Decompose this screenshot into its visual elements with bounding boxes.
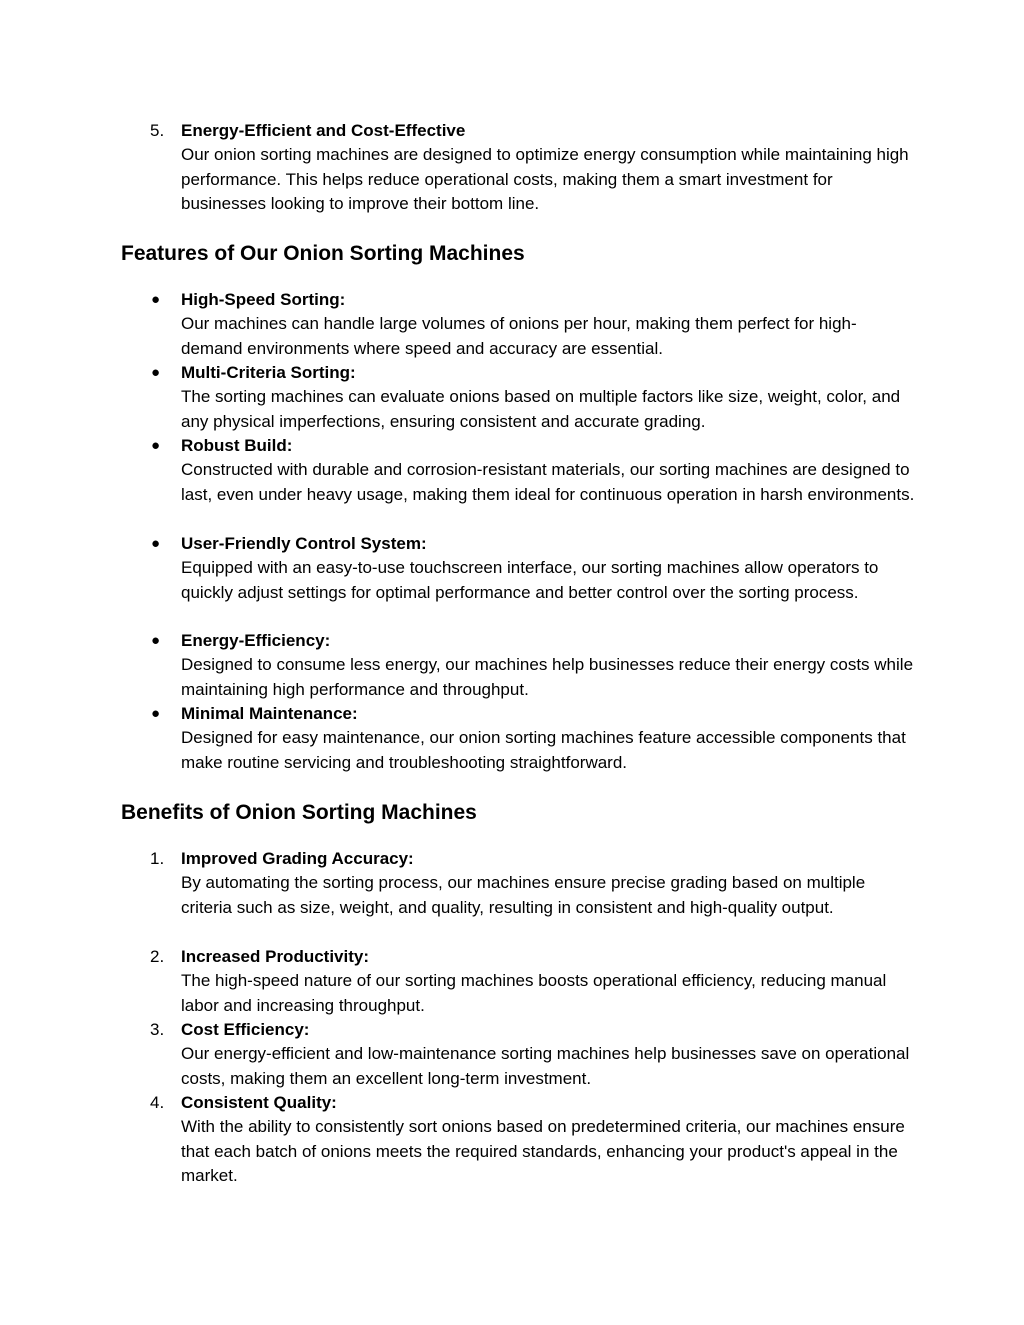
list-item-title: Multi-Criteria Sorting: xyxy=(181,363,356,382)
list-item-body: Equipped with an easy-to-use touchscreen interface, our sorting machines allow operators to quickly adjust settings for optimal performance and better control over the sorting process. xyxy=(181,558,879,602)
features-heading: Features of Our Onion Sorting Machines xyxy=(121,242,525,265)
list-item-body: Our energy-efficient and low-maintenance sorting machines help businesses save on operational costs, making them an excellent long-term investment. xyxy=(181,1044,910,1088)
bullet-icon: ● xyxy=(151,705,161,722)
list-item-title: Robust Build: xyxy=(181,436,293,455)
bullet-icon: ● xyxy=(151,291,161,308)
list-number: 3. xyxy=(150,1020,165,1039)
benefit-item-consistent-quality xyxy=(150,1091,916,1188)
bullet-icon: ● xyxy=(151,437,161,454)
feature-item-robust-build xyxy=(151,434,916,507)
list-item-body: The sorting machines can evaluate onions based on multiple factors like size, weight, color, and any physical imperfections, ensuring consistent and accurate grading. xyxy=(181,387,901,431)
feature-item-energy-efficiency xyxy=(151,629,916,702)
bullet-icon: ● xyxy=(151,632,161,649)
list-number: 5. xyxy=(150,121,165,140)
list-item-title: Consistent Quality: xyxy=(181,1093,337,1112)
feature-item-control-system xyxy=(151,532,916,605)
list-number: 4. xyxy=(150,1093,165,1112)
list-item-body: Our onion sorting machines are designed to optimize energy consumption while maintaining high performance. This helps reduce operational costs, making them a smart investment for businesses looking to improve their bottom line. xyxy=(181,145,909,213)
list-number: 2. xyxy=(150,947,165,966)
benefit-item-grading-accuracy xyxy=(150,847,916,920)
bullet-icon: ● xyxy=(151,535,161,552)
list-item-title: Improved Grading Accuracy: xyxy=(181,849,414,868)
benefit-item-cost-efficiency xyxy=(150,1018,916,1091)
list-item-title: Increased Productivity: xyxy=(181,947,370,966)
feature-item-high-speed xyxy=(151,288,916,361)
benefits-heading: Benefits of Onion Sorting Machines xyxy=(121,801,477,824)
list-item-title: Cost Efficiency: xyxy=(181,1020,310,1039)
list-item-body: The high-speed nature of our sorting machines boosts operational efficiency, reducing manual labor and increasing throughput. xyxy=(181,971,887,1015)
list-item-body: With the ability to consistently sort onions based on predetermined criteria, our machines ensure that each batch of onions meets the required standards, enhancing your product's appeal in the market. xyxy=(181,1117,905,1185)
list-item-title: High-Speed Sorting: xyxy=(181,290,346,309)
list-item-body: Designed for easy maintenance, our onion sorting machines feature accessible components that make routine servicing and troubleshooting straightforward. xyxy=(181,728,906,772)
list-item-body: Constructed with durable and corrosion-resistant materials, our sorting machines are designed to last, even under heavy usage, making them ideal for continuous operation in harsh environments. xyxy=(181,460,915,504)
list-item-energy-efficient xyxy=(150,119,916,216)
feature-item-minimal-maintenance xyxy=(151,702,916,775)
list-item-title: User-Friendly Control System: xyxy=(181,534,427,553)
list-item-body: Our machines can handle large volumes of onions per hour, making them perfect for high-demand environments where speed and accuracy are essential. xyxy=(181,314,857,358)
list-item-title: Minimal Maintenance: xyxy=(181,704,358,723)
list-item-title: Energy-Efficiency: xyxy=(181,631,331,650)
list-item-body: By automating the sorting process, our machines ensure precise grading based on multiple criteria such as size, weight, and quality, resulting in consistent and high-quality output. xyxy=(181,873,866,917)
benefit-item-productivity xyxy=(150,945,916,1018)
list-item-title: Energy-Efficient and Cost-Effective xyxy=(181,121,466,140)
list-item-body: Designed to consume less energy, our machines help businesses reduce their energy costs while maintaining high performance and throughput. xyxy=(181,655,914,699)
bullet-icon: ● xyxy=(151,364,161,381)
feature-item-multi-criteria xyxy=(151,361,916,434)
list-number: 1. xyxy=(150,849,165,868)
